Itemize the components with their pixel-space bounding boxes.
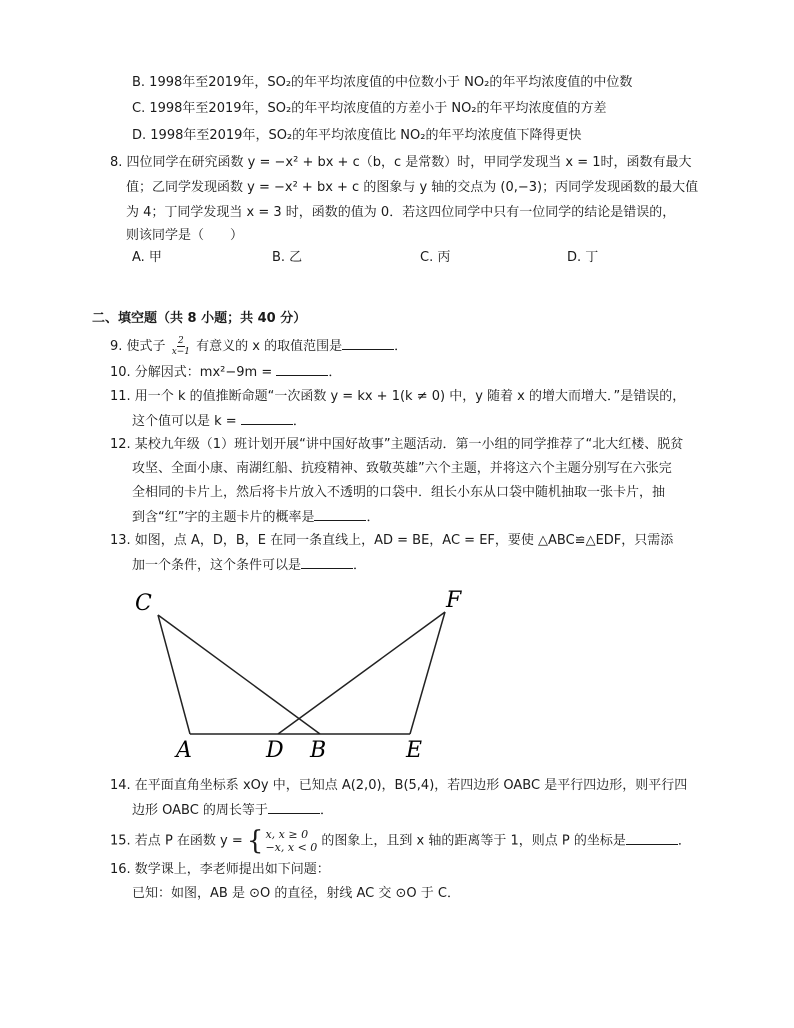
q15-end: ．	[677, 833, 691, 849]
q11-answer-blank	[241, 411, 293, 425]
q15-suffix: 的图象上，且到 x 轴的距离等于 1，则点 P 的坐标是	[321, 833, 626, 849]
q11-text: 这个值可以是 k =	[132, 414, 237, 429]
q10-line	[110, 362, 341, 383]
q11-end: ．	[292, 414, 306, 429]
q9-line	[110, 336, 407, 357]
label-e: E	[406, 738, 423, 763]
segment-ca	[158, 615, 190, 734]
q15-piecewise-function	[247, 828, 317, 854]
q8-line-2: 值；乙同学发现函数 y = −x² + bx + c 的图象与 y 轴的交点为 (0,−3)；丙同学发现函数的最大值	[126, 180, 699, 195]
q8-option-c: C. 丙	[420, 250, 451, 265]
q7-option-b: B. 1998年至2019年，SO₂的年平均浓度值的中位数小于 NO₂的年平均浓度值的中位数	[132, 75, 633, 90]
q15-answer-blank	[626, 831, 678, 845]
q15-piece-2: −x, x < 0	[265, 841, 318, 854]
q9-end: ．	[394, 339, 408, 354]
q13-line-1: 13. 如图，点 A，D，B，E 在同一条直线上，AD = BE，AC = EF，要使 △ABC≌△EDF，只需添	[110, 533, 674, 548]
q12-text: 到含“红”字的主题卡片的概率是	[132, 510, 315, 525]
q14-answer-blank	[268, 800, 320, 814]
q14-end: ．	[319, 803, 333, 818]
q14-line-1: 14. 在平面直角坐标系 xOy 中，已知点 A(2,0)，B(5,4)，若四边形 OABC 是平行四边形，则平行四	[110, 778, 688, 793]
q12-line-4	[132, 507, 380, 528]
label-f: F	[446, 588, 462, 613]
q8-line-4: 则该同学是（ ）	[126, 228, 244, 243]
q7-option-c: C. 1998年至2019年，SO₂的年平均浓度值的方差小于 NO₂的年平均浓度值的方差	[132, 101, 607, 116]
q11-line-1: 11. 用一个 k 的值推断命题“一次函数 y = kx + 1(k ≠ 0) 中，y 随着 x 的增大而增大．”是错误的，	[110, 389, 686, 404]
q10-end: ．	[328, 365, 342, 380]
label-a: A	[176, 738, 192, 763]
q12-line-1: 12. 某校九年级（1）班计划开展“讲中国好故事”主题活动．第一小组的同学推荐了“北大红楼、脱贫	[110, 437, 684, 452]
q16-line-1: 16. 数学课上，李老师提出如下问题：	[110, 862, 330, 877]
q13-triangle-figure	[130, 585, 470, 765]
label-b: B	[310, 738, 327, 763]
q8-option-d: D. 丁	[567, 250, 599, 265]
q9-suffix: 有意义的 x 的取值范围是	[196, 339, 343, 354]
q15-prefix: 15. 若点 P 在函数 y =	[110, 833, 243, 849]
q14-text: 边形 OABC 的周长等于	[132, 803, 268, 818]
q8-line-3: 为 4；丁同学发现当 x = 3 时，函数的值为 0．若这四位同学中只有一位同学的结论是错误的，	[126, 205, 676, 220]
q9-answer-blank	[342, 336, 394, 350]
q13-line-2	[132, 555, 366, 576]
brace-icon: {	[246, 826, 264, 856]
segment-ef	[410, 612, 445, 734]
q8-option-a: A. 甲	[132, 250, 162, 265]
q10-answer-blank	[276, 362, 328, 376]
q12-answer-blank	[314, 507, 366, 521]
q16-line-2: 已知：如图，AB 是 ⊙O 的直径，射线 AC 交 ⊙O 于 C．	[132, 886, 460, 901]
q12-line-3: 全相同的卡片上，然后将卡片放入不透明的口袋中．组长小东从口袋中随机抽取一张卡片，抽	[132, 485, 666, 500]
q8-line-1: 8. 四位同学在研究函数 y = −x² + bx + c（b，c 是常数）时，甲同学发现当 x = 1时，函数有最大	[110, 155, 692, 170]
q12-line-2: 攻坚、全面小康、南湖红船、抗疫精神、致敬英雄”六个主题，并将这六个主题分别写在六张完	[132, 461, 672, 476]
q9-fraction-numerator: 2	[177, 336, 184, 346]
q9-prefix: 9. 使式子	[110, 339, 166, 354]
q9-fraction	[172, 336, 190, 357]
label-c: C	[135, 591, 152, 616]
q13-end: ．	[353, 558, 367, 573]
q13-answer-blank	[301, 555, 353, 569]
q11-line-2	[132, 411, 306, 432]
segment-df	[278, 612, 445, 734]
q15-line	[110, 828, 691, 854]
label-d: D	[266, 738, 284, 763]
q9-fraction-denominator: x−1	[171, 347, 191, 357]
q12-end: ．	[366, 510, 380, 525]
segment-cb	[158, 615, 320, 734]
q15-piece-1: x, x ≥ 0	[265, 828, 309, 841]
q10-text: 10. 分解因式：mx²−9m =	[110, 365, 273, 380]
q14-line-2	[132, 800, 333, 821]
q7-option-d: D. 1998年至2019年，SO₂的年平均浓度值比 NO₂的年平均浓度值下降得更快	[132, 128, 582, 143]
q8-option-b: B. 乙	[272, 250, 303, 265]
q13-text: 加一个条件，这个条件可以是	[132, 558, 302, 573]
section-title: 二、填空题（共 8 小题；共 40 分）	[92, 311, 307, 326]
